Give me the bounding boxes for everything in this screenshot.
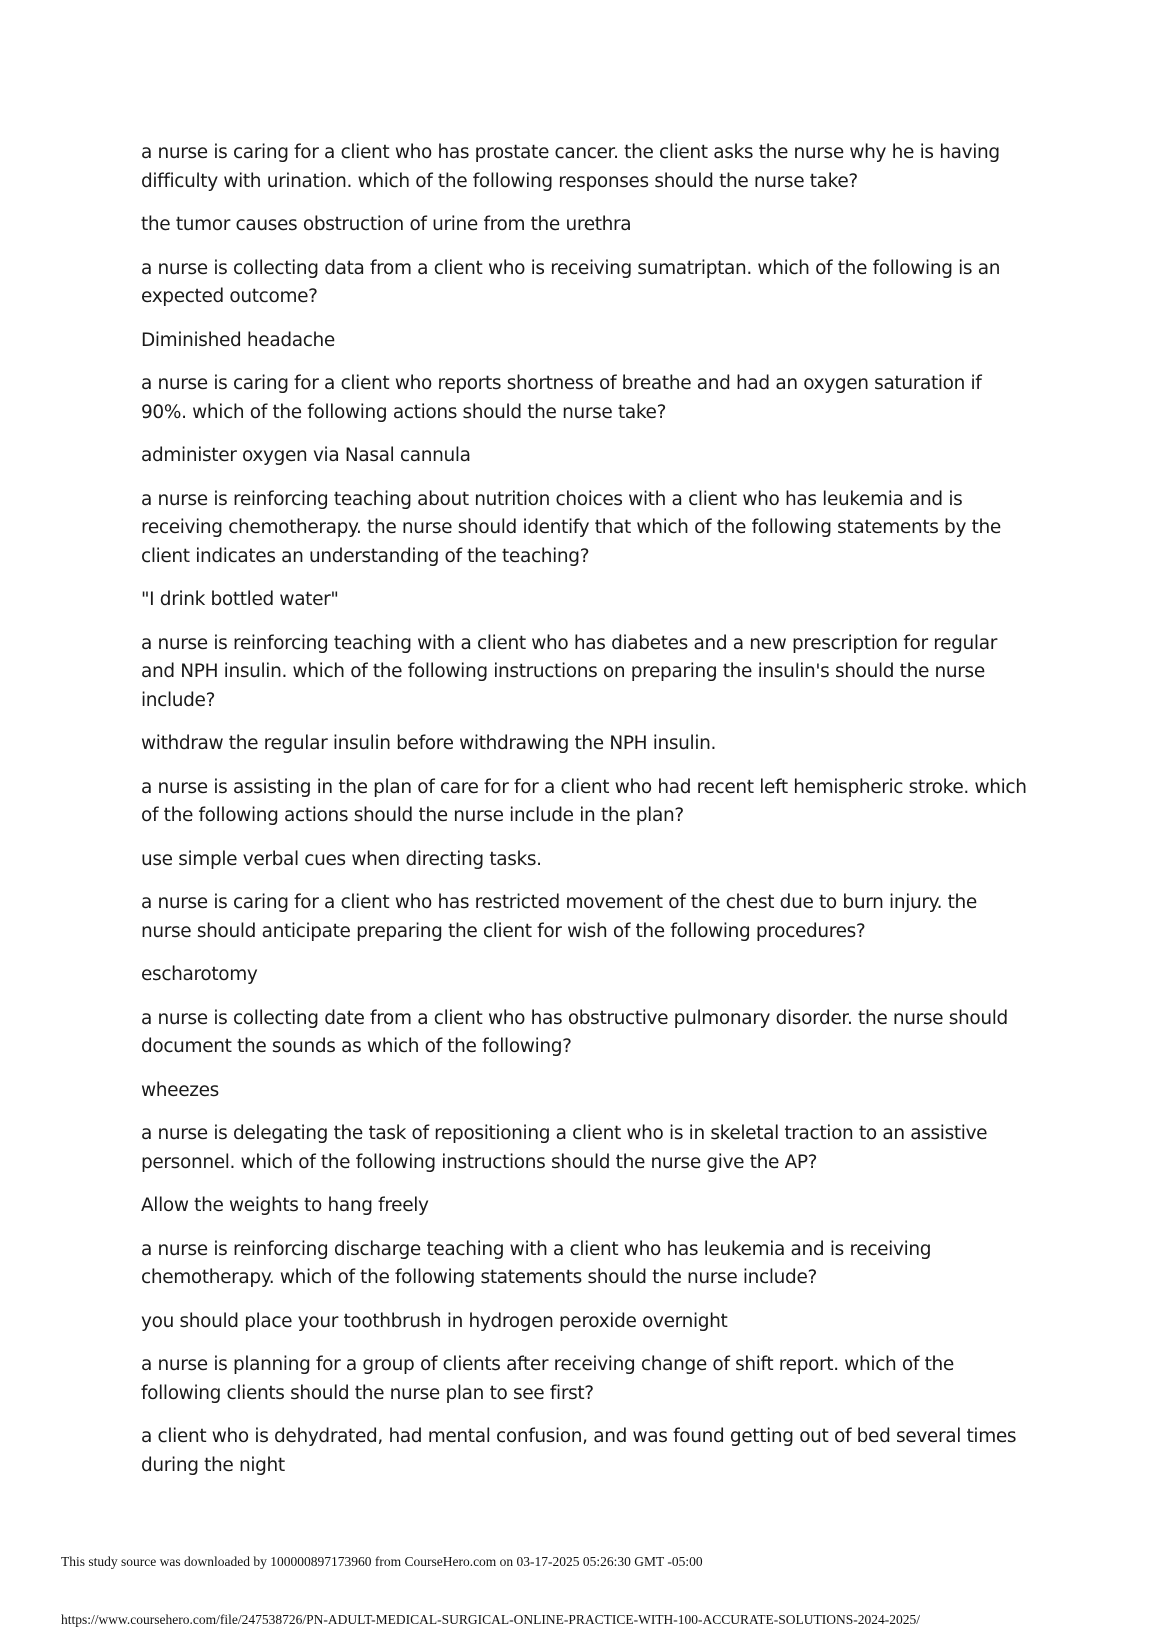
answer-text: withdraw the regular insulin before withdrawing the NPH insulin.: [141, 733, 717, 754]
answer-text: escharotomy: [141, 964, 258, 985]
answer-text: you should place your toothbrush in hydrogen peroxide overnight: [141, 1310, 728, 1332]
answer-text: wheezes: [141, 1079, 219, 1101]
question-text: a nurse is assisting in the plan of care for for a client who had recent left hemispheric stroke. which of the following actions should the nurse include in the plan?: [141, 776, 1027, 826]
question-text: a nurse is caring for a client who reports shortness of breathe and had an oxygen saturation if 90%. which of the following actions should the nurse take?: [141, 373, 982, 423]
source-url: https://www.coursehero.com/file/247538726/PN-ADULT-MEDICAL-SURGICAL-ONLINE-PRACTICE-WITH-100-ACCURATE-SOLUTIONS-2024-2025/: [61, 1612, 921, 1627]
question-text: a nurse is reinforcing teaching with a client who has diabetes and a new prescription for regular and NPH insulin. which of the following instructions on preparing the insulin's should the nurse include?: [141, 632, 997, 711]
answer-text: a client who is dehydrated, had mental confusion, and was found getting out of bed several times during the night: [141, 1426, 1017, 1476]
answer-text: "I drink bottled water": [141, 589, 339, 610]
document-body: [141, 139, 1031, 1495]
answer-text: the tumor causes obstruction of urine from the urethra: [141, 214, 632, 235]
question-text: a nurse is reinforcing discharge teaching with a client who has leukemia and is receiving chemotherapy. which of the following statements should the nurse include?: [141, 1238, 932, 1288]
question-text: a nurse is planning for a group of clients after receiving change of shift report. which of the following clients should the nurse plan to see first?: [141, 1354, 954, 1404]
question-text: a nurse is delegating the task of repositioning a client who is in skeletal traction to an assistive personnel. which of the following instructions should the nurse give the AP?: [141, 1123, 988, 1173]
question-text: a nurse is collecting data from a client who is receiving sumatriptan. which of the following is an expected outcome?: [141, 257, 1001, 307]
question-text: a nurse is caring for a client who has restricted movement of the chest due to burn injury. the nurse should anticipate preparing the client for wish of the following procedures?: [141, 892, 977, 942]
question-text: a nurse is reinforcing teaching about nutrition choices with a client who has leukemia and is receiving chemotherapy. the nurse should identify that which of the following statements by the client indicates an understanding of the teaching?: [141, 488, 1001, 567]
answer-text: Diminished headache: [141, 329, 335, 351]
question-text: a nurse is caring for a client who has prostate cancer. the client asks the nurse why he is having difficulty with urination. which of the following responses should the nurse take?: [141, 142, 1000, 192]
question-text: a nurse is collecting date from a client who has obstructive pulmonary disorder. the nurse should document the sounds as which of the following?: [141, 1007, 1008, 1057]
download-notice: This study source was downloaded by 100000897173960 from CourseHero.com on 03-17-2025 05:26:30 GMT -05:00: [61, 1554, 703, 1569]
answer-text: Allow the weights to hang freely: [141, 1195, 429, 1216]
answer-text: use simple verbal cues when directing tasks.: [141, 848, 542, 870]
answer-text: administer oxygen via Nasal cannula: [141, 445, 471, 466]
